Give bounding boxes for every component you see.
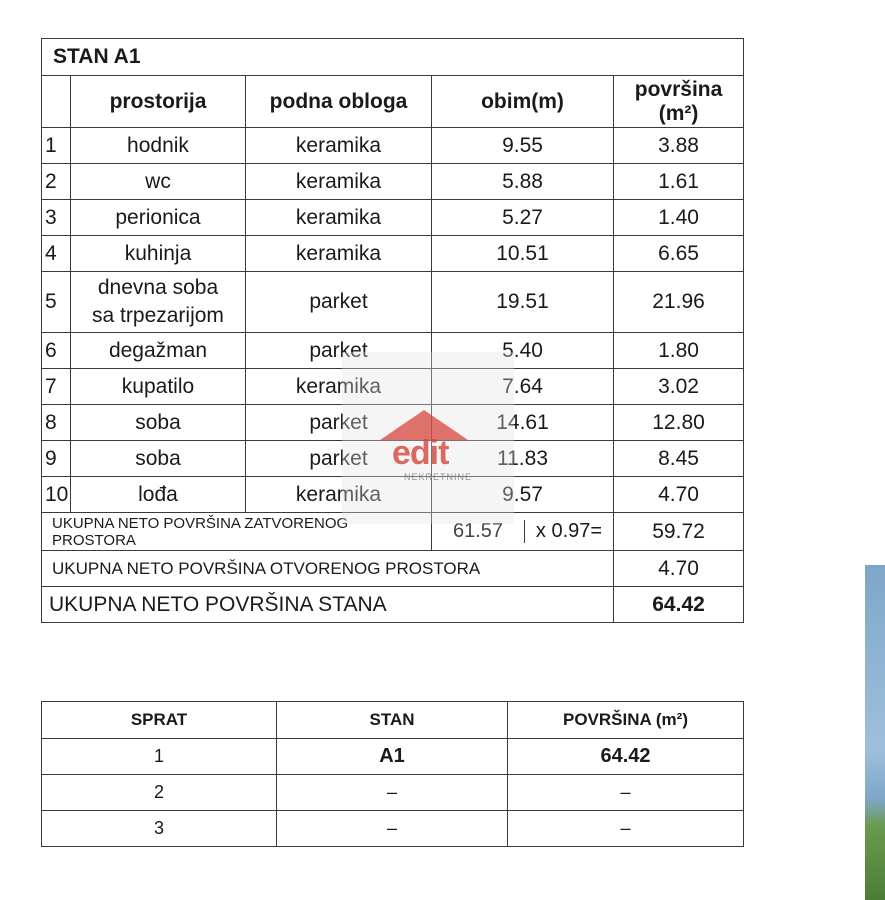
room-name: soba — [71, 405, 246, 441]
closed-area-calc — [432, 513, 614, 551]
area-value: 3.02 — [614, 369, 744, 405]
table-row — [42, 739, 744, 775]
header-number — [42, 76, 71, 128]
row-number: 5 — [42, 272, 71, 333]
unit-area: 64.42 — [508, 739, 744, 775]
table-row — [42, 333, 744, 369]
summary-total-row — [42, 587, 744, 623]
header-room: prostorija — [71, 76, 246, 128]
perimeter-value: 11.83 — [432, 441, 614, 477]
area-value: 1.40 — [614, 200, 744, 236]
floor-covering: keramika — [246, 164, 432, 200]
unit-name: – — [277, 811, 508, 847]
room-name: degažman — [71, 333, 246, 369]
perimeter-value: 5.40 — [432, 333, 614, 369]
room-name: hodnik — [71, 128, 246, 164]
room-name: perionica — [71, 200, 246, 236]
side-photo — [865, 565, 885, 900]
floor-covering: parket — [246, 272, 432, 333]
room-name — [71, 272, 246, 333]
header-unit: STAN — [277, 702, 508, 739]
total-area-label: UKUPNA NETO POVRŠINA STANA — [42, 587, 614, 623]
open-area-total: 4.70 — [614, 551, 744, 587]
header-perimeter: obim(m) — [432, 76, 614, 128]
watermark-brand: edit — [392, 434, 449, 472]
row-number: 6 — [42, 333, 71, 369]
area-value: 4.70 — [614, 477, 744, 513]
table-row — [42, 200, 744, 236]
open-area-label: UKUPNA NETO POVRŠINA OTVORENOG PROSTORA — [42, 551, 614, 587]
closed-area-factor: x 0.97= — [535, 520, 603, 542]
table-row — [42, 775, 744, 811]
summary-open-row — [42, 551, 744, 587]
perimeter-value: 9.57 — [432, 477, 614, 513]
table-title: STAN A1 — [42, 39, 744, 76]
row-number: 9 — [42, 441, 71, 477]
perimeter-value: 10.51 — [432, 236, 614, 272]
table-row — [42, 272, 744, 333]
floor-covering: keramika — [246, 236, 432, 272]
floor-covering: keramika — [246, 128, 432, 164]
area-value: 6.65 — [614, 236, 744, 272]
area-value: 12.80 — [614, 405, 744, 441]
header-area-line1: površina — [634, 77, 723, 101]
floor-covering: keramika — [246, 477, 432, 513]
table-row — [42, 811, 744, 847]
floor-covering: parket — [246, 333, 432, 369]
unit-name: A1 — [277, 739, 508, 775]
row-number: 2 — [42, 164, 71, 200]
row-number: 1 — [42, 128, 71, 164]
row-number: 7 — [42, 369, 71, 405]
watermark-subtitle: NEKRETNINE — [404, 472, 473, 482]
room-name: kupatilo — [71, 369, 246, 405]
unit-name: – — [277, 775, 508, 811]
table-row — [42, 164, 744, 200]
table-row — [42, 441, 744, 477]
floor-number: 2 — [42, 775, 277, 811]
floor-covering: parket — [246, 405, 432, 441]
closed-area-raw: 61.57 — [432, 520, 525, 543]
perimeter-value: 5.88 — [432, 164, 614, 200]
perimeter-value: 5.27 — [432, 200, 614, 236]
perimeter-value: 9.55 — [432, 128, 614, 164]
table-row — [42, 236, 744, 272]
closed-area-total: 59.72 — [614, 513, 744, 551]
floor-covering: parket — [246, 441, 432, 477]
header-floor-covering: podna obloga — [246, 76, 432, 128]
area-value: 1.61 — [614, 164, 744, 200]
unit-area: – — [508, 775, 744, 811]
room-name: soba — [71, 441, 246, 477]
floor-table — [41, 701, 744, 847]
total-area-value: 64.42 — [614, 587, 744, 623]
room-name: lođa — [71, 477, 246, 513]
area-value: 8.45 — [614, 441, 744, 477]
room-table — [41, 38, 744, 623]
floor-number: 3 — [42, 811, 277, 847]
summary-closed-row — [42, 513, 744, 551]
room-name: wc — [71, 164, 246, 200]
header-area — [614, 76, 744, 128]
room-name-line1: dnevna soba — [97, 276, 219, 299]
floor-covering: keramika — [246, 200, 432, 236]
unit-area: – — [508, 811, 744, 847]
row-number: 4 — [42, 236, 71, 272]
room-name-line2: sa trpezarijom — [92, 304, 224, 327]
table-row — [42, 369, 744, 405]
area-value: 21.96 — [614, 272, 744, 333]
table-row — [42, 405, 744, 441]
perimeter-value: 19.51 — [432, 272, 614, 333]
header-area: POVRŠINA (m²) — [508, 702, 744, 739]
perimeter-value: 14.61 — [432, 405, 614, 441]
area-value: 3.88 — [614, 128, 744, 164]
perimeter-value: 7.64 — [432, 369, 614, 405]
row-number: 10 — [42, 477, 71, 513]
floor-covering: keramika — [246, 369, 432, 405]
row-number: 3 — [42, 200, 71, 236]
floor-number: 1 — [42, 739, 277, 775]
table-row — [42, 128, 744, 164]
closed-area-label: UKUPNA NETO POVRŠINA ZATVORENOG PROSTORA — [42, 513, 432, 551]
header-floor: SPRAT — [42, 702, 277, 739]
header-area-line2: (m²) — [658, 101, 699, 125]
row-number: 8 — [42, 405, 71, 441]
room-name: kuhinja — [71, 236, 246, 272]
table-row — [42, 477, 744, 513]
area-value: 1.80 — [614, 333, 744, 369]
